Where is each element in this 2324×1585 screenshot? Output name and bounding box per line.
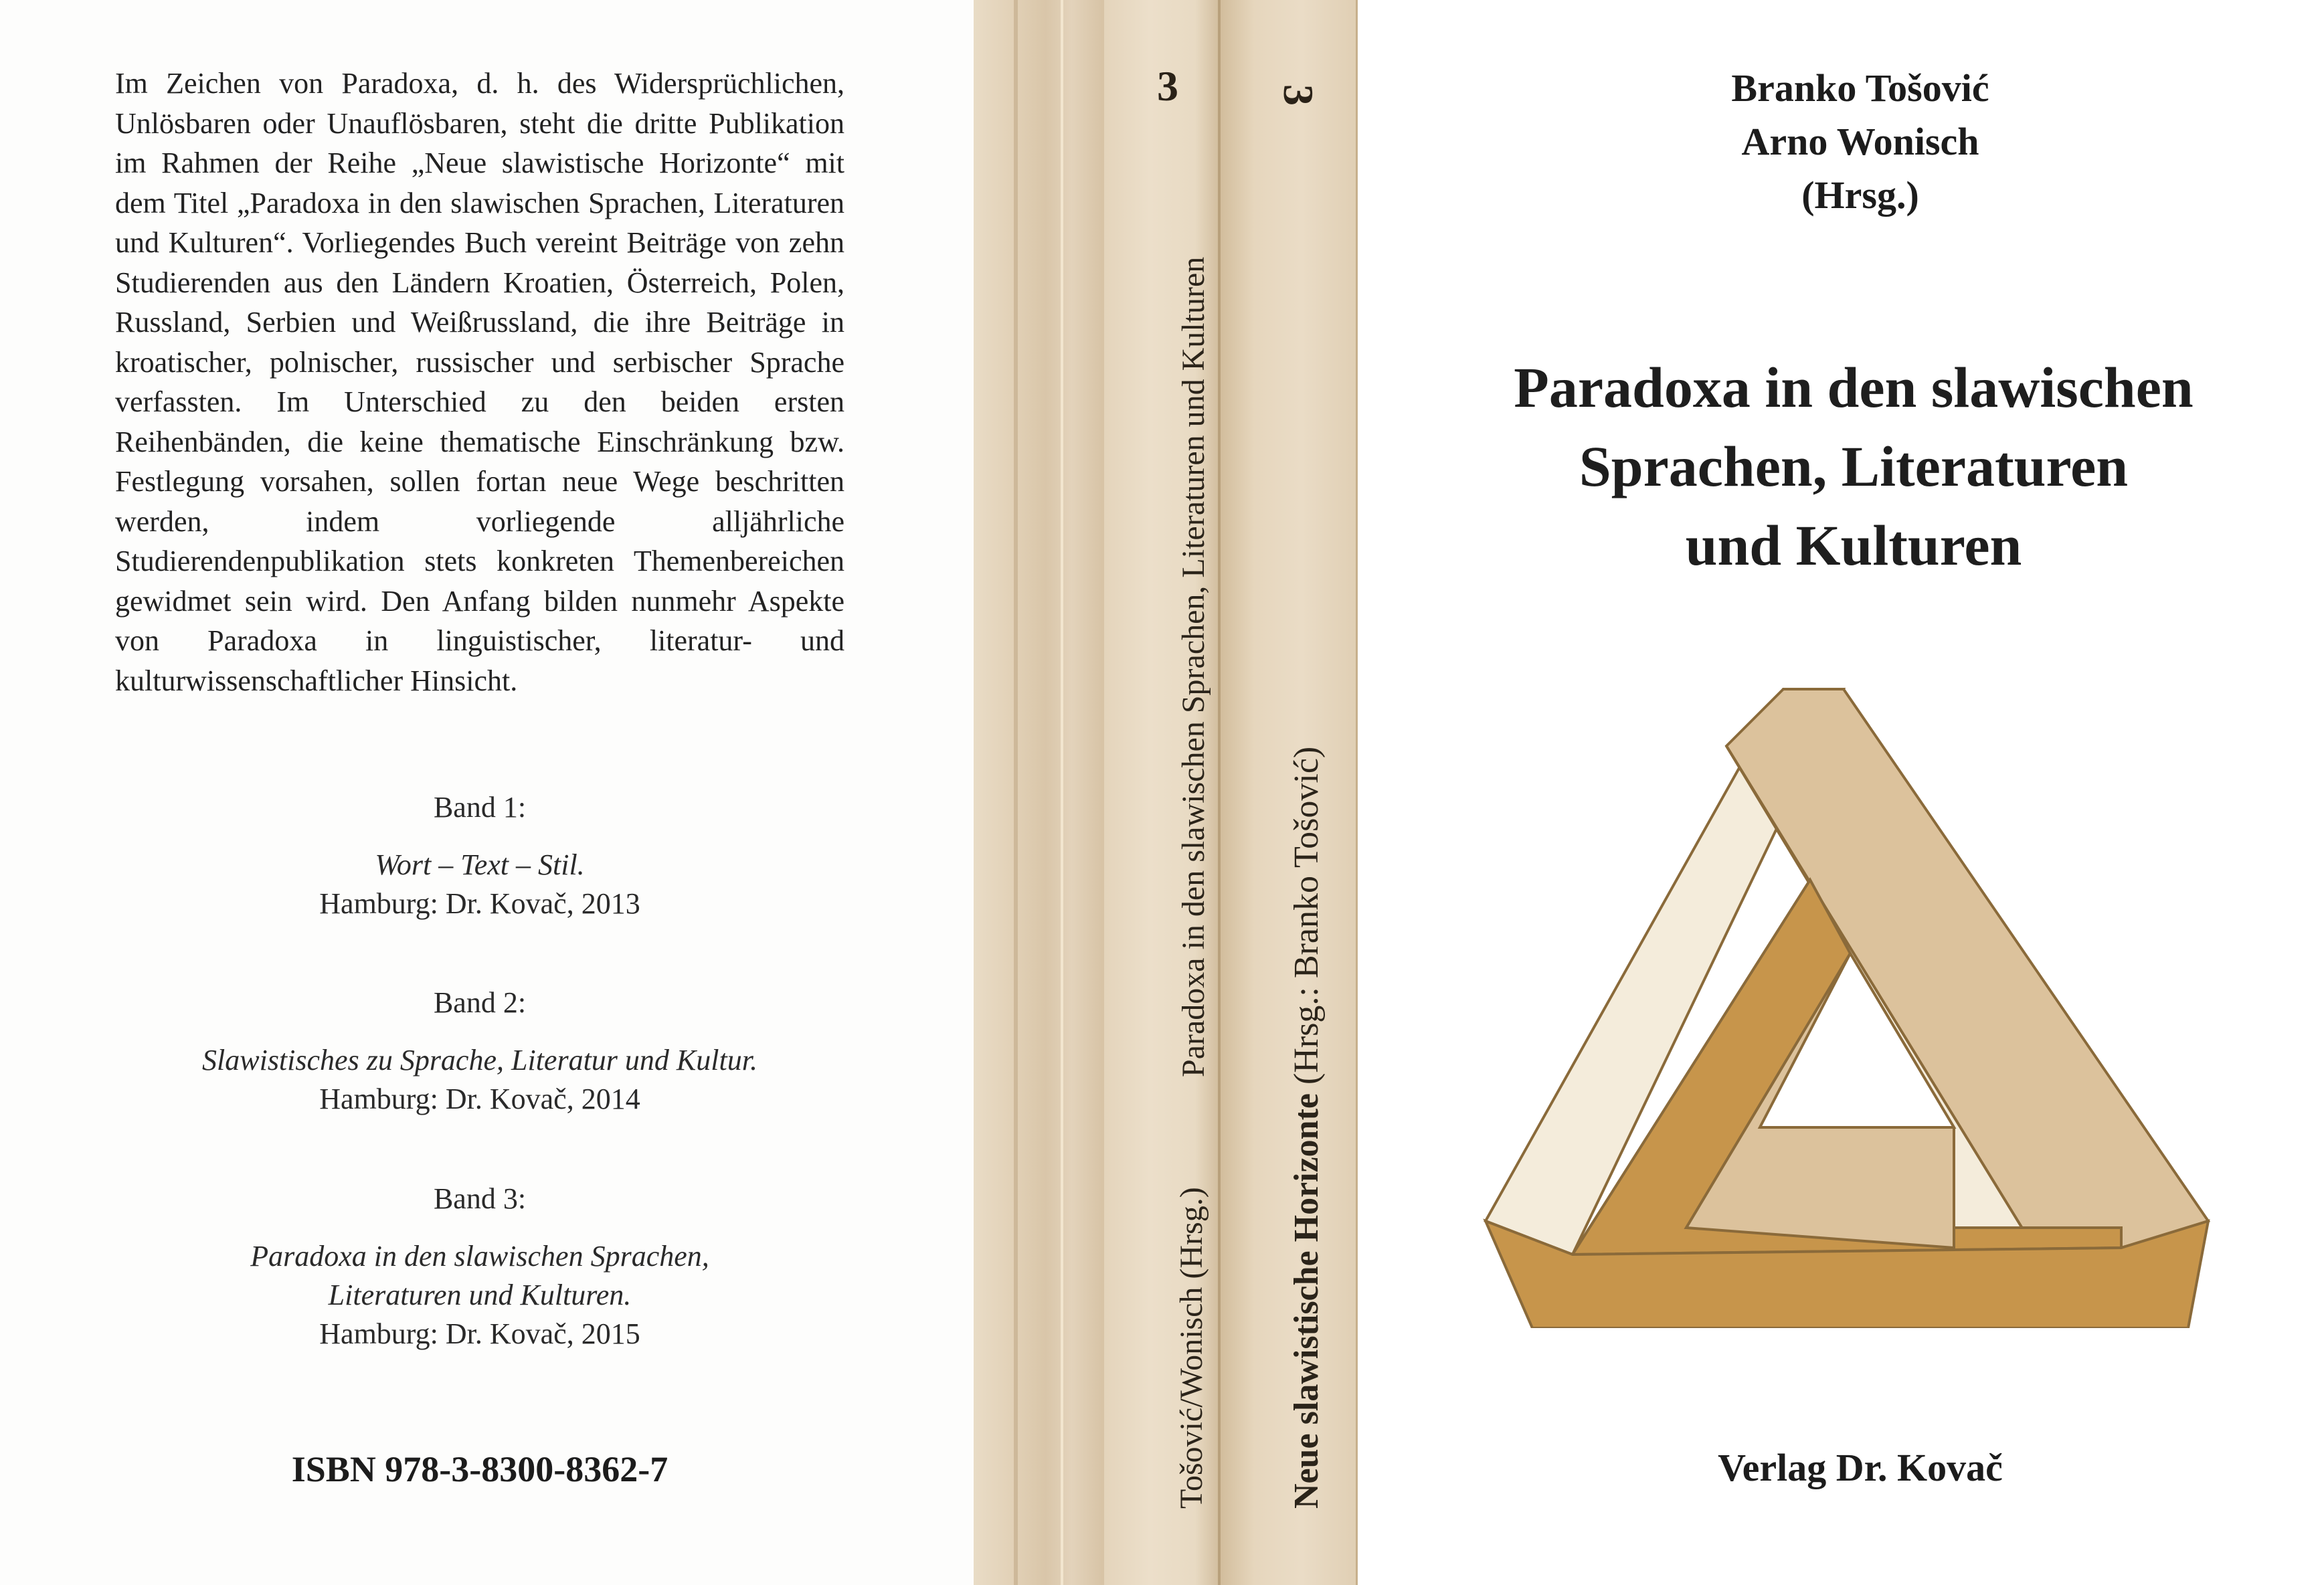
band-title: Wort – Text – Stil.	[375, 848, 585, 881]
series-editor: (Hrsg.: Branko Tošović)	[1287, 746, 1326, 1085]
spine-volume-number: 3	[1157, 62, 1178, 110]
editor-name: Arno Wonisch	[1741, 120, 1979, 163]
book-title	[1392, 348, 2315, 585]
spine-title: Paradoxa in den slawischen Sprachen, Literaturen und Kulturen	[1176, 256, 1211, 1077]
title-line-2: Sprachen, Literaturen	[1579, 434, 2129, 498]
editor-name: Branko Tošović	[1731, 66, 1989, 110]
band-title-line-2: Literaturen und Kulturen.	[328, 1279, 632, 1311]
front-editors	[1459, 62, 2262, 222]
band-1-entry	[115, 788, 844, 923]
editor-role: (Hrsg.)	[1801, 173, 1919, 217]
band-heading: Band 3:	[433, 1182, 527, 1215]
spine-series-number: 3	[1275, 84, 1322, 106]
spine-editors: Tošović/Wonisch (Hrsg.)	[1174, 1187, 1209, 1509]
band-heading: Band 1:	[433, 791, 527, 824]
spine-series-title	[1288, 747, 1326, 1509]
band-publisher: Hamburg: Dr. Kovač, 2013	[319, 887, 640, 920]
band-publisher: Hamburg: Dr. Kovač, 2014	[319, 1083, 640, 1115]
band-publisher: Hamburg: Dr. Kovač, 2015	[319, 1317, 640, 1350]
band-title: Slawistisches zu Sprache, Literatur und Kultur.	[202, 1044, 757, 1077]
band-title-line-1: Paradoxa in den slawischen Sprachen,	[250, 1240, 709, 1273]
back-cover-blurb: Im Zeichen von Paradoxa, d. h. des Widersprüchlichen, Unlösbaren oder Unauflösbaren, steht die dritte Publikation im Rahmen der Reihe „Neue slawistische Horizonte“ mit dem Titel „Paradoxa in den slawischen Sprachen, Literaturen und Kulturen“. Vorliegendes Buch vereint Beiträge von zehn Studierenden aus den Ländern Kroatien, Österreich, Polen, Russland, Serbien und Weißrussland, die ihre Beiträge in kroatischer, polnischer, russischer und serbischer Sprache verfassten. Im Unterschied zu den beiden ersten Reihenbänden, die keine thematische Einschränkung bzw. Festlegung vorsahen, sollen fortan neue Wege beschritten werden, indem vorliegende alljährliche Studierendenpublikation stets konkreten Themenbereichen gewidmet sein wird. Den Anfang bilden nunmehr Aspekte von Paradoxa in linguistischer, literatur- und kulturwissenschaftlicher Hinsicht.	[115, 67, 844, 697]
title-line-3: und Kulturen	[1685, 513, 2022, 577]
publisher: Verlag Dr. Kovač	[1718, 1446, 2003, 1489]
series-name: Neue slawistische Horizonte	[1287, 1093, 1326, 1509]
band-2-entry	[115, 984, 844, 1119]
band-heading: Band 2:	[433, 986, 527, 1019]
title-line-1: Paradoxa in den slawischen	[1514, 355, 2194, 419]
band-3-entry	[115, 1180, 844, 1354]
isbn: ISBN 978-3-8300-8362-7	[291, 1449, 668, 1489]
page-edges-strip	[974, 0, 1104, 1585]
penrose-triangle-icon	[1479, 686, 2215, 1328]
